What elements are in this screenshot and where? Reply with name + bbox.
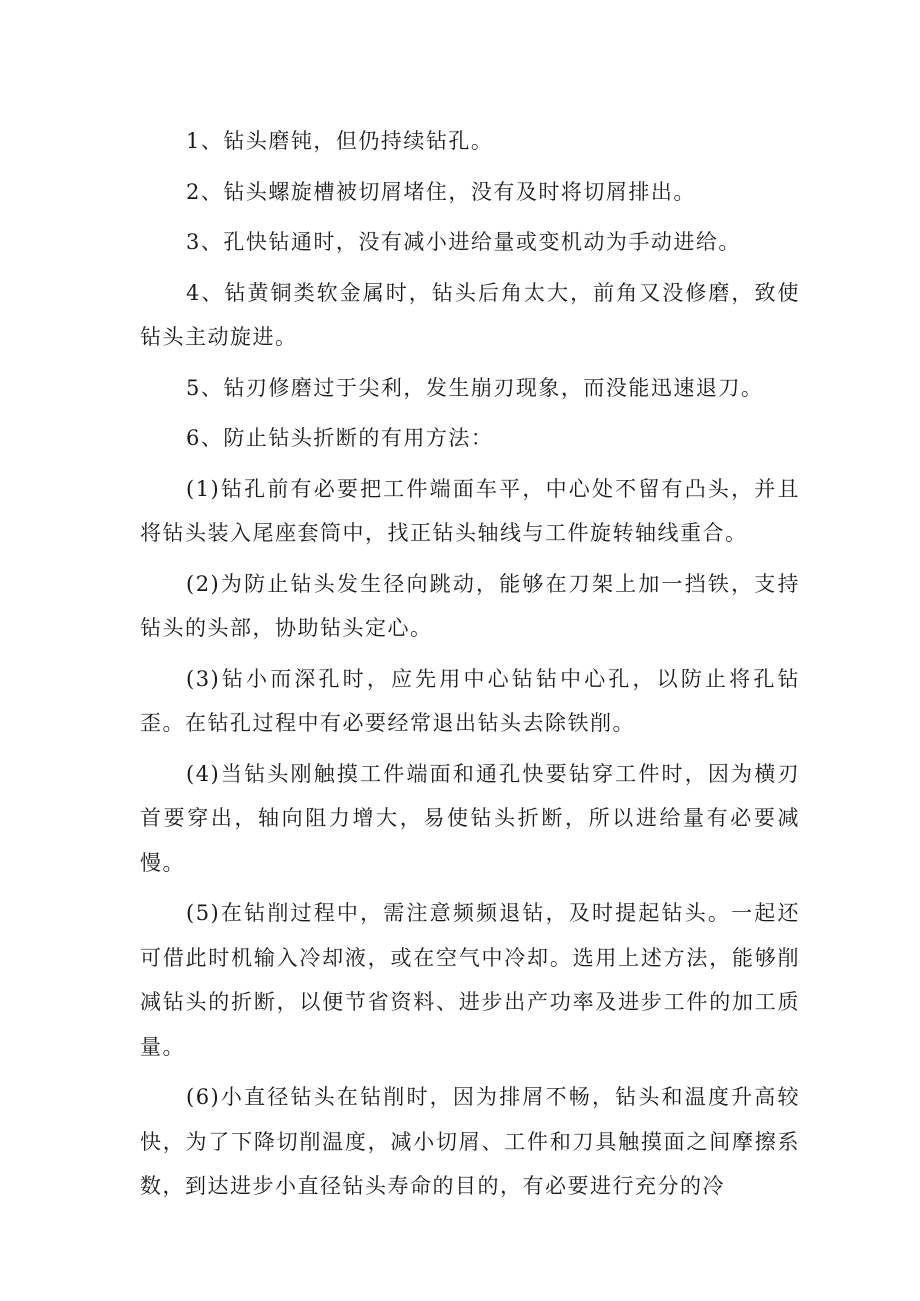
paragraph-cause-2: 2、钻头螺旋槽被切屑堵住，没有及时将切屑排出。 (186, 179, 696, 204)
paragraph-cause-4: 4、钻黄铜类软金属时，钻头后角太大，前角又没修磨，致使钻头主动旋进。 (140, 280, 800, 349)
paragraph-method-1: (1)钻孔前有必要把工件端面车平，中心处不留有凸头，并且将钻头装入尾座套筒中，找正钻头轴线与工件旋转轴线重合。 (140, 476, 800, 545)
paragraph-cause-5: 5、钻刃修磨过于尖利，发生崩刃现象，而没能迅速退刀。 (186, 375, 764, 400)
paragraph-method-3: (3)钻小而深孔时，应先用中心钻钻中心孔，以防止将孔钻歪。在钻孔过程中有必要经常退出钻头去除铁削。 (140, 666, 800, 735)
paragraph-method-4: (4)当钻头刚触摸工件端面和通孔快要钻穿工件时，因为横刃首要穿出，轴向阻力增大，易使钻头折断，所以进给量有必要减慢。 (140, 761, 800, 875)
paragraph-method-2: (2)为防止钻头发生径向跳动，能够在刀架上加一挡铁，支持钻头的头部，协助钻头定心。 (140, 571, 800, 640)
paragraph-method-6: (6)小直径钻头在钻削时，因为排屑不畅，钻头和温度升高较快，为了下降切削温度，减小切屑、工件和刀具触摸面之间摩擦系数，到达进步小直径钻头寿命的目的，有必要进行充分的冷 (140, 1085, 800, 1198)
paragraph-cause-1: 1、钻头磨钝，但仍持续钻孔。 (186, 129, 494, 153)
paragraph-cause-3: 3、孔快钻通时，没有减小进给量或变机动为手动进给。 (186, 230, 741, 254)
paragraph-prevention-heading: 6、防止钻头折断的有用方法： (186, 426, 494, 450)
document-body (140, 119, 800, 1215)
paragraph-method-5: (5)在钻削过程中，需注意频频退钻，及时提起钻头。一起还可借此时机输入冷却液，或在空气中冷却。选用上述方法，能够削减钻头的折断，以便节省资料、进步出产功率及进步工件的加工质量。 (140, 901, 800, 1059)
